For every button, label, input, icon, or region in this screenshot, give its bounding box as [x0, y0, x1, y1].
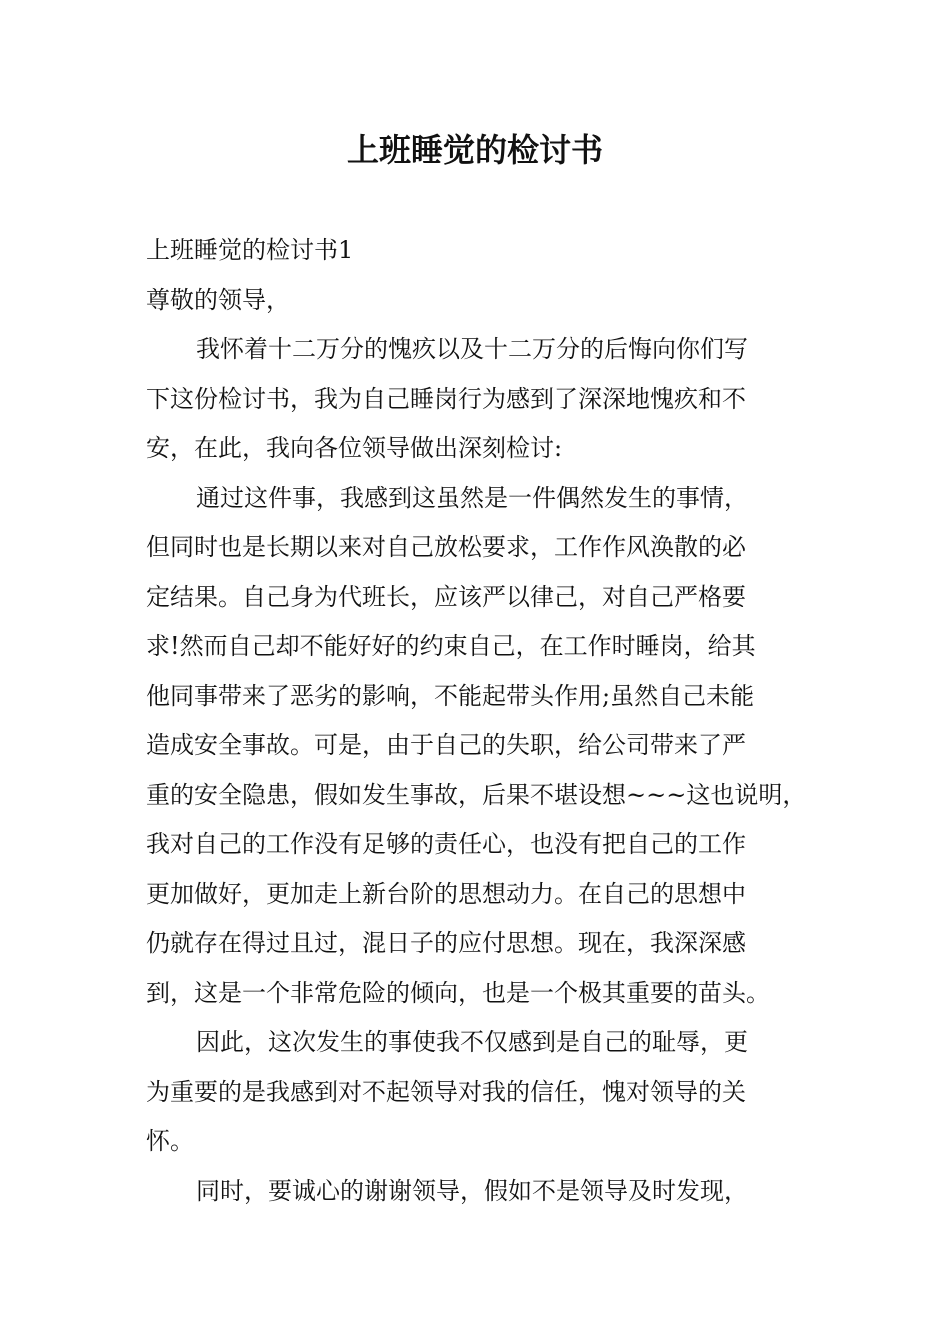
paragraph-line: 更加做好，更加走上新台阶的思想动力。在自己的思想中: [146, 879, 746, 908]
document-body: [146, 226, 826, 1216]
paragraph-line: 他同事带来了恶劣的影响，不能起带头作用;虽然自己未能: [146, 681, 755, 710]
section-heading: 上班睡觉的检讨书1: [146, 236, 354, 264]
paragraph-line: 安，在此，我向各位领导做出深刻检讨:: [146, 434, 563, 462]
paragraph-line: 为重要的是我感到对不起领导对我的信任，愧对领导的关: [146, 1077, 746, 1106]
paragraph-line: 定结果。自己身为代班长，应该严以律己，对自己严格要: [146, 582, 746, 611]
paragraph-line: 怀。: [146, 1127, 194, 1155]
paragraph-line: 我怀着十二万分的愧疚以及十二万分的后悔向你们写: [196, 335, 748, 363]
paragraph-line: 同时，要诚心的谢谢领导，假如不是领导及时发现，: [196, 1176, 748, 1205]
salutation: 尊敬的领导，: [146, 285, 290, 314]
paragraph-line: 我对自己的工作没有足够的责任心，也没有把自己的工作: [146, 830, 746, 858]
paragraph-line: 造成安全事故。可是，由于自己的失职，给公司带来了严: [146, 731, 746, 759]
paragraph-line: 求!然而自己却不能好好的约束自己，在工作时睡岗，给其: [146, 632, 756, 660]
paragraph-line: 但同时也是长期以来对自己放松要求，工作作风涣散的必: [146, 533, 746, 561]
document-title: 上班睡觉的检讨书: [346, 131, 603, 169]
paragraph-line: 到，这是一个非常危险的倾向，也是一个极其重要的苗头。: [146, 978, 770, 1007]
paragraph-line: 重的安全隐患，假如发生事故，后果不堪设想~~~这也说明，: [146, 780, 807, 809]
paragraph-line: 下这份检讨书，我为自己睡岗行为感到了深深地愧疚和不: [146, 384, 746, 413]
paragraph-line: 通过这件事，我感到这虽然是一件偶然发生的事情，: [196, 483, 748, 512]
paragraph-line: 因此，这次发生的事使我不仅感到是自己的耻辱，更: [196, 1028, 748, 1056]
paragraph-line: 仍就存在得过且过，混日子的应付思想。现在，我深深感: [146, 929, 746, 957]
